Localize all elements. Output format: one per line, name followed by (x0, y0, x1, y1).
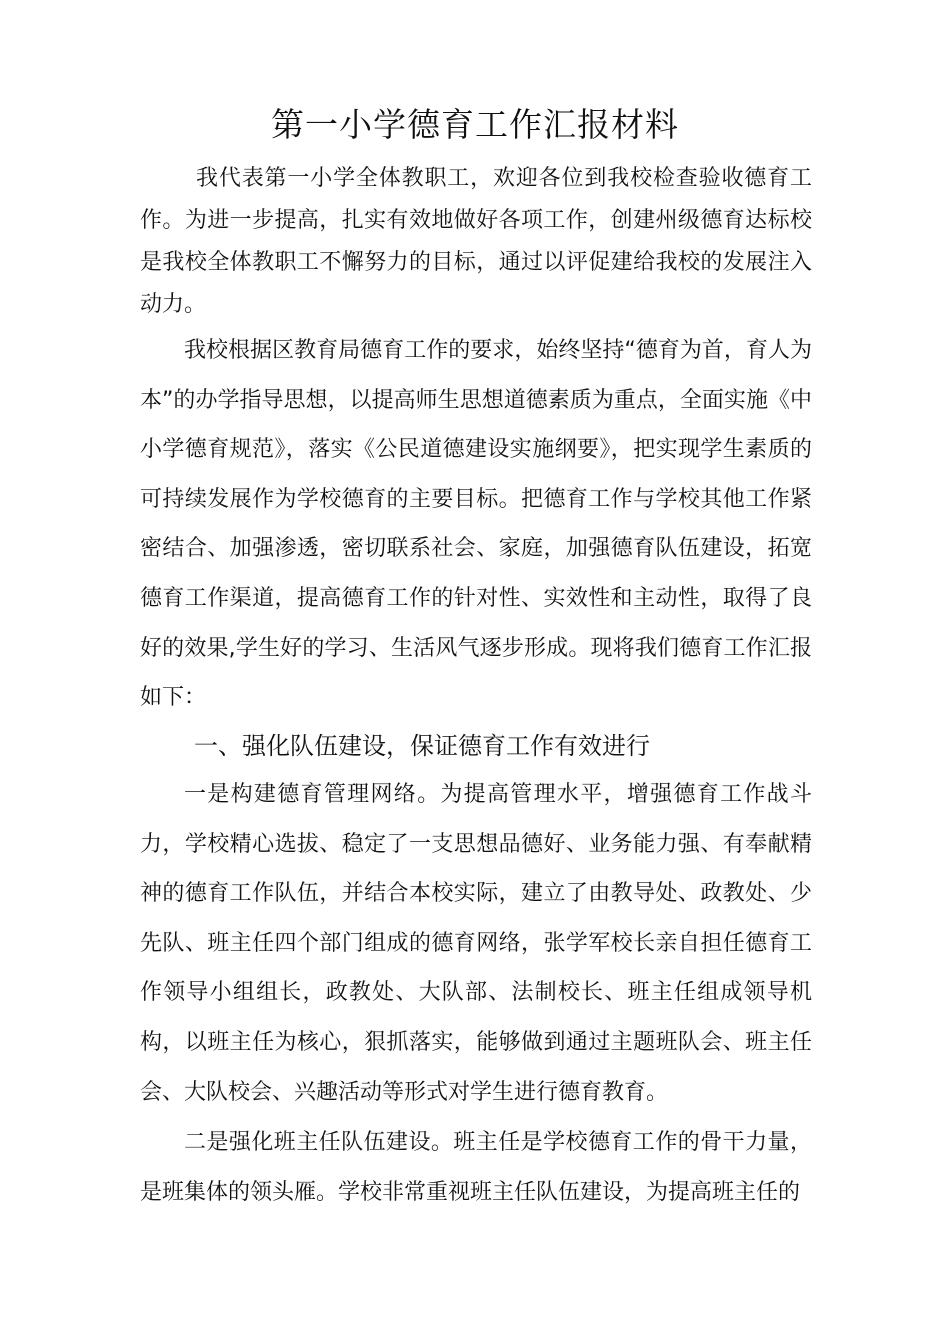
document-title: 第一小学德育工作汇报材料 (271, 105, 679, 144)
section-heading: 一、强化队伍建设，保证德育工作有效进行 (194, 732, 650, 760)
body-paragraph-guiding-principles: 我校根据区教育局德育工作的要求，始终坚持“德育为首，育人为本”的办学指导思想，以提高师生思想道德素质为重点，全面实施《中小学德育规范》，落实《公民道德建设实施纲要》，把实现学生素质的可持续发展作为学校德育的主要目标。把德育工作与学校其他工作紧密结合、加强渗透，密切联系社会、家庭，加强德育队伍建设，拓宽德育工作渠道，提高德育工作的针对性、实效性和主动性，取得了良好的效果,学生好的学习、生活风气逐步形成。现将我们德育工作汇报如下： (140, 338, 812, 711)
body-paragraph-class-teacher-team: 二是强化班主任队伍建设。班主任是学校德育工作的骨干力量，是班集体的领头雁。学校非常重视班主任队伍建设，为提高班主任的 (140, 1130, 812, 1205)
intro-paragraph: 我代表第一小学全体教职工，欢迎各位到我校检查验收德育工作。为进一步提高，扎实有效地做好各项工作，创建州级德育达标校是我校全体教职工不懈努力的目标，通过以评促建给我校的发展注入动力。 (140, 166, 812, 317)
body-paragraph-management-network: 一是构建德育管理网络。为提高管理水平，增强德育工作战斗力，学校精心选拔、稳定了一支思想品德好、业务能力强、有奉献精神的德育工作队伍，并结合本校实际，建立了由教导处、政教处、少先队、班主任四个部门组成的德育网络，张学军校长亲自担任德育工作领导小组组长，政教处、大队部、法制校长、班主任组成领导机构，以班主任为核心，狠抓落实，能够做到通过主题班队会、班主任会、大队校会、兴趣活动等形式对学生进行德育教育。 (140, 782, 812, 1105)
